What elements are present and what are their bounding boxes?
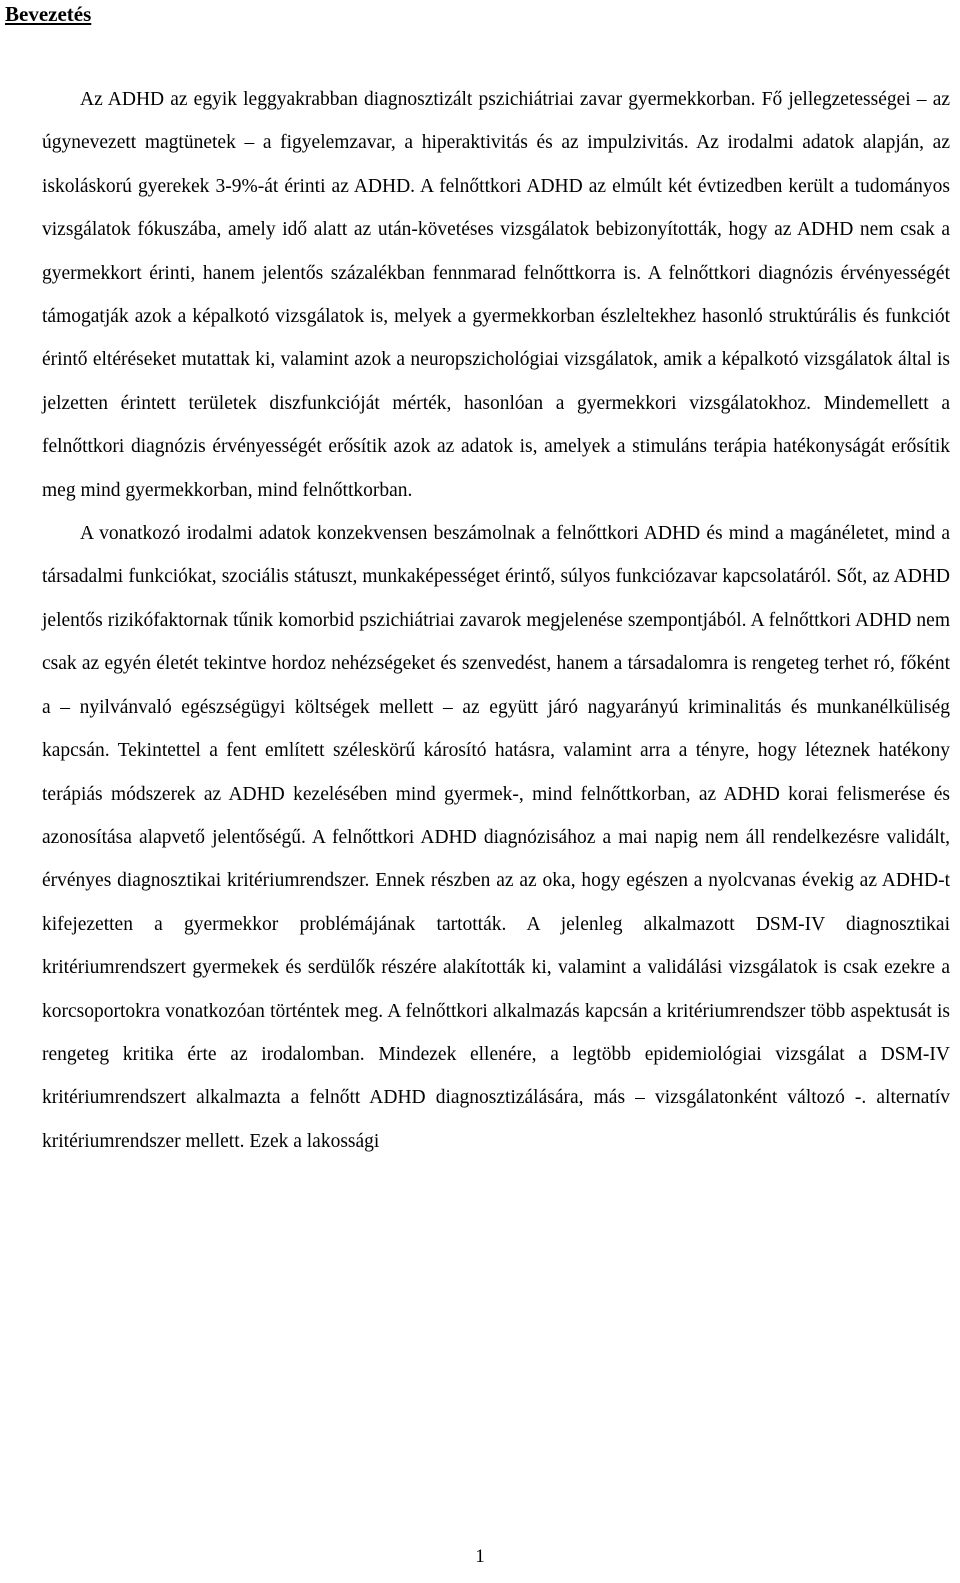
body-text — [42, 78, 950, 1163]
section-heading: Bevezetés — [5, 2, 92, 26]
paragraph-1: Az ADHD az egyik leggyakrabban diagnosztizált pszichiátriai zavar gyermekkorban. Fő jellegzetességei – az úgynevezett magtünetek – a figyelemzavar, a hiperaktivitás és az impulzivitás. Az irodalmi adatok alapján, az iskoláskorú gyerekek 3-9%-át érinti az ADHD. A felnőttkori ADHD az elmúlt két évtizedben került a tudományos vizsgálatok fókuszába, amely idő alatt az után-követéses vizsgálatok bebizonyították, hogy az ADHD nem csak a gyermekkort érinti, hanem jelentős százalékban fennmarad felnőttkorra is. A felnőttkori diagnózis érvényességét támogatják azok a képalkotó vizsgálatok is, melyek a gyermekkorban észleltekhez hasonló struktúrális és funkciót érintő eltéréseket mutattak ki, valamint azok a neuropszichológiai vizsgálatok, amik a képalkotó vizsgálatok által is jelzetten érintett területek diszfunkcióját mérték, hasonlóan a gyermekkori vizsgálatokhoz. Mindemellett a felnőttkori diagnózis érvényességét erősítik azok az adatok is, amelyek a stimuláns terápia hatékonyságát erősítik meg mind gyermekkorban, mind felnőttkorban. — [42, 89, 950, 501]
page-number: 1 — [475, 1546, 485, 1567]
paragraph-2: A vonatkozó irodalmi adatok konzekvensen beszámolnak a felnőttkori ADHD és mind a magánéletet, mind a társadalmi funkciókat, szociális státuszt, munkaképességet érintő, súlyos funkciózavar kapcsolatáról. Sőt, az ADHD jelentős rizikófaktornak tűnik komorbid pszichiátriai zavarok megjelenése szempontjából. A felnőttkori ADHD nem csak az egyén életét tekintve hordoz nehézségeket és szenvedést, hanem a társadalomra is rengeteg terhet ró, főként a – nyilvánvaló egészségügyi költségek mellett – az együtt járó nagyarányú kriminalitás és munkanélküliség kapcsán. Tekintettel a fent említett széleskörű károsító hatásra, valamint arra a tényre, hogy léteznek hatékony terápiás módszerek az ADHD kezelésében mind gyermek-, mind felnőttkorban, az ADHD korai felismerése és azonosítása alapvető jelentőségű. A felnőttkori ADHD diagnózisához a mai napig nem áll rendelkezésre validált, érvényes diagnosztikai kritériumrendszer. Ennek részben az az oka, hogy egészen a nyolcvanas évekig az ADHD-t kifejezetten a gyermekkor problémájának tartották. A jelenleg alkalmazott DSM-IV diagnosztikai kritériumrendszert gyermekek és serdülők részére alakították ki, valamint a validálási vizsgálatok is csak ezekre a korcsoportokra vonatkozóan történtek meg. A felnőttkori alkalmazás kapcsán a kritériumrendszer több aspektusát is rengeteg kritika érte az irodalomban. Mindezek ellenére, a legtöbb epidemiológiai vizsgálat a DSM-IV kritériumrendszert alkalmazta a felnőtt ADHD diagnosztizálására, más – vizsgálatonként változó -. alternatív kritériumrendszer mellett. Ezek a lakossági — [42, 523, 950, 1152]
